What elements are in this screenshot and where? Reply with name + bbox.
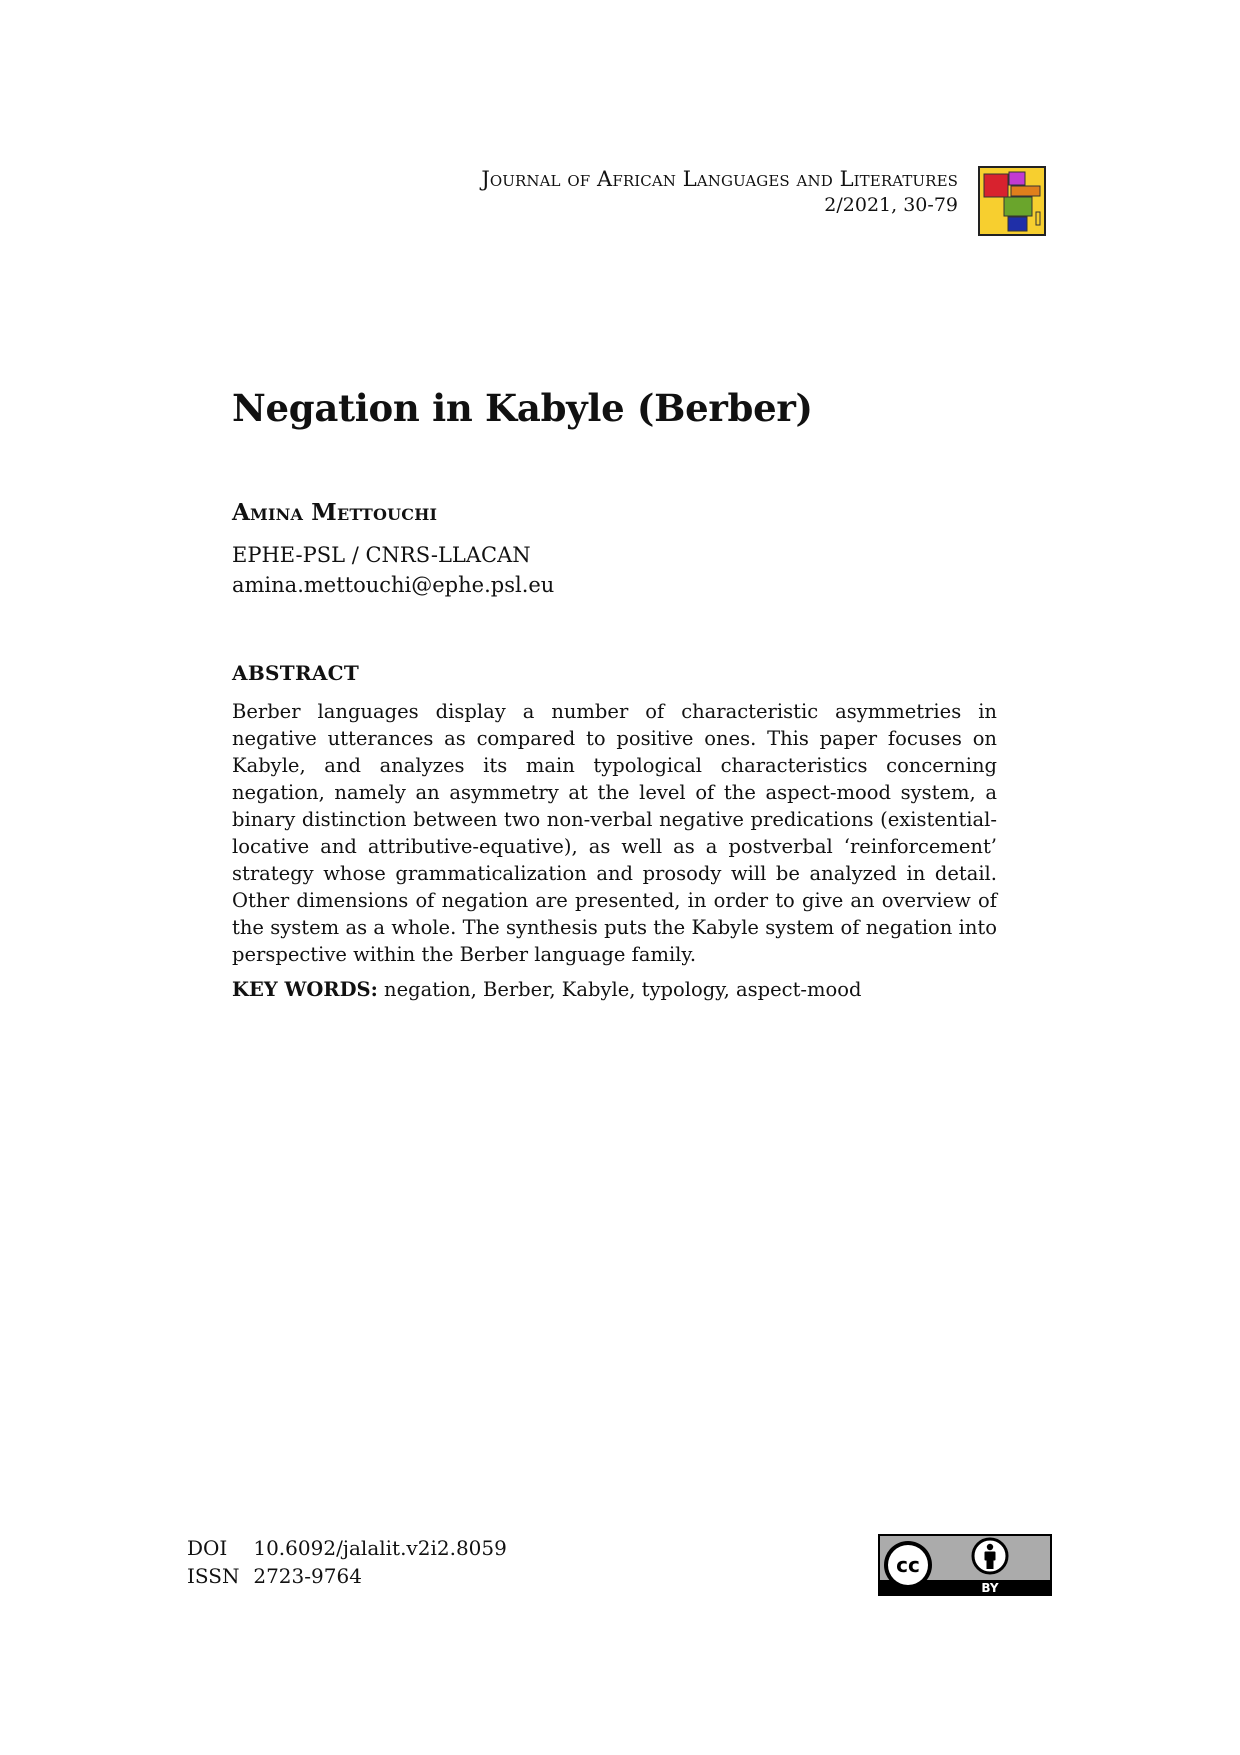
issn-value: 2723-9764 (253, 1564, 362, 1588)
author-email[interactable]: amina.mettouchi@ephe.psl.eu (232, 573, 555, 597)
abstract-text: Berber languages display a number of characteristic asymmetries in negative utterances as compared to positive ones. This paper focuses on Kabyle, and analyzes its main typological characteristics concerning negation, namely an asymmetry at the level of the aspect-mood system, a binary distinction between two non-verbal negative predications (existential-locative and attributive-equative), as well as a postverbal ‘reinforcement’ strategy whose grammaticalization and prosody will be analyzed in detail. Other dimensions of negation are presented, in order to give an overview of the system as a whole. The synthesis puts the Kabyle system of negation into perspective within the Berber language family. (232, 700, 997, 966)
author-affiliation: EPHE-PSL / CNRS-LLACAN (232, 543, 531, 567)
keywords-text: negation, Berber, Kabyle, typology, aspect-mood (384, 978, 862, 1001)
journal-name: Journal of African Languages and Literatures (481, 167, 958, 191)
cc-text: cc (896, 1553, 920, 1577)
journal-header (481, 166, 958, 218)
keywords (232, 976, 861, 1003)
author-details (232, 540, 554, 600)
author-name: Amina Mettouchi (232, 499, 438, 526)
cc-by-icon[interactable] (878, 1534, 1052, 1596)
issn-label: ISSN (187, 1564, 240, 1588)
doi-line (187, 1534, 507, 1562)
cc-by-label: BY (981, 1581, 999, 1595)
doi-value[interactable]: 10.6092/jalalit.v2i2.8059 (253, 1536, 507, 1560)
issn-line (187, 1562, 507, 1590)
doi-label: DOI (187, 1536, 228, 1560)
journal-logo-icon (978, 166, 1046, 236)
keywords-label: KEY WORDS: (232, 978, 378, 1001)
abstract-heading: ABSTRACT (232, 661, 360, 685)
journal-issue: 2/2021, 30-79 (824, 194, 958, 216)
paper-title: Negation in Kabyle (Berber) (232, 386, 813, 430)
footer-identifiers (187, 1534, 507, 1590)
